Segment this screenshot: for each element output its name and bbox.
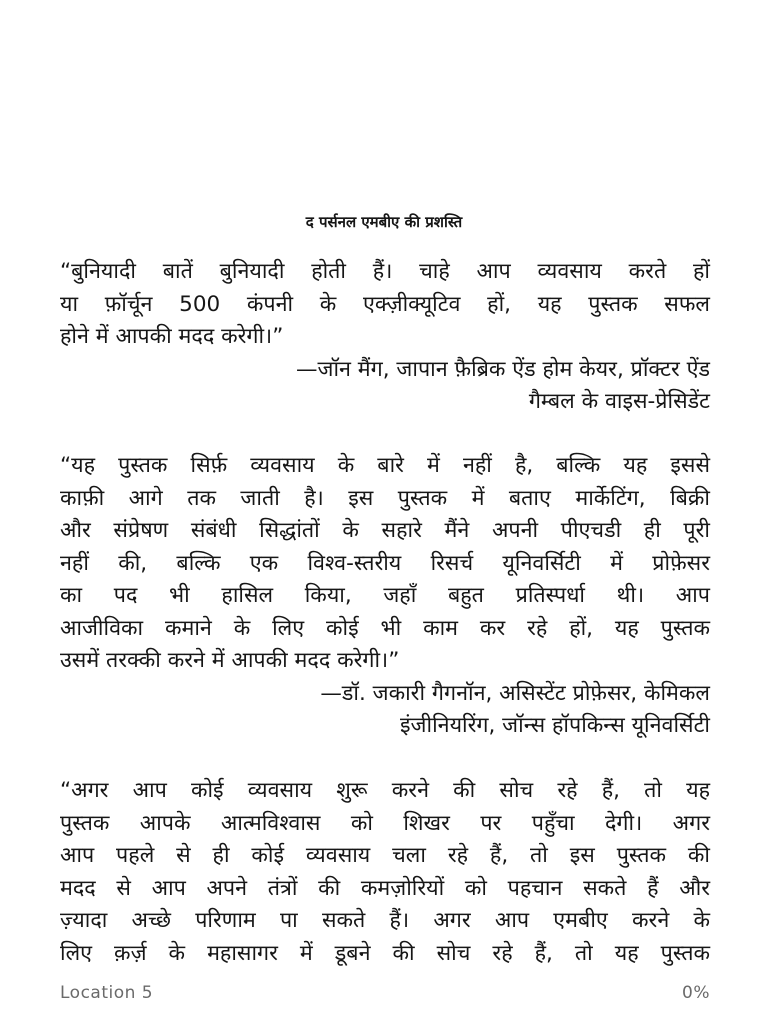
quote-line: आप पहले से ही कोई व्यवसाय चला रहे हैं, तो इस पुस्तक की [60,843,710,868]
quote-line: उसमें तरक्की करने में आपकी मदद करेगी।” [60,648,400,673]
location-indicator: Location 5 [60,983,154,1003]
quote-line: का पद भी हासिल किया, जहाँ बहुत प्रतिस्पर्धा थी। आप [60,583,710,608]
quote-attribution [60,354,710,419]
quote-line: और संप्रेषण संबंधी सिद्धांतों के सहारे मैंने अपनी पीएचडी ही पूरी [60,518,710,543]
attribution-line: —डॉ. जकारी गैगनॉन, असिस्टेंट प्रोफ़ेसर, केमिकल [320,680,710,706]
quote-line: या फ़ॉर्चून 500 कंपनी के एक्ज़ीक्यूटिव हों, यह पुस्तक सफल [60,291,710,317]
quote-line: नहीं की, बल्कि एक विश्व-स्तरीय रिसर्च यूनिवर्सिटी में प्रोफ़ेसर [60,550,710,576]
quote-text [60,256,710,354]
quote-line: आजीविका कमाने के लिए कोई भी काम कर रहे हों, यह पुस्तक [60,615,710,641]
quote-line: “बुनियादी बातें बुनियादी होती हैं। चाहे आप व्यवसाय करते हों [60,259,710,284]
testimonial-quote-2 [60,450,710,743]
reader-footer [60,983,710,1009]
quote-attribution [60,678,710,743]
quote-text [60,775,710,970]
quote-line: “अगर आप कोई व्यवसाय शुरू करने की सोच रहे हैं, तो यह [60,778,710,803]
attribution-line: इंजीनियरिंग, जॉन्स हॉपकिन्स यूनिवर्सिटी [400,713,710,738]
page-title: द पर्सनल एमबीए की प्रशस्ति [305,213,463,231]
reading-progress: 0% [682,983,710,1003]
quote-line: काफ़ी आगे तक जाती है। इस पुस्तक में बताए मार्केटिंग, बिक्री [60,485,710,511]
quote-line: लिए क़र्ज़ के महासागर में डूबने की सोच रहे हैं, तो यह पुस्तक [60,940,710,966]
attribution-line: गैम्बल के वाइस-प्रेसिडेंट [528,389,710,414]
quote-line: ज़्यादा अच्छे परिणाम पा सकते हैं। अगर आप एमबीए करने के [60,908,710,933]
quote-line: “यह पुस्तक सिर्फ़ व्यवसाय के बारे में नहीं है, बल्कि यह इससे [60,453,710,478]
testimonial-quote-3 [60,775,710,970]
attribution-line: —जॉन मैंग, जापान फ़ैब्रिक ऐंड होम केयर, प्रॉक्टर ऐंड [296,356,710,382]
quote-line: होने में आपकी मदद करेगी।” [60,324,284,349]
testimonial-quote-1 [60,256,710,419]
quote-line: पुस्तक आपके आत्मविश्वास को शिखर पर पहुँचा देगी। अगर [60,810,710,836]
quote-text [60,450,710,678]
quote-line: मदद से आप अपने तंत्रों की कमज़ोरियों को पहचान सकते हैं और [60,875,710,901]
